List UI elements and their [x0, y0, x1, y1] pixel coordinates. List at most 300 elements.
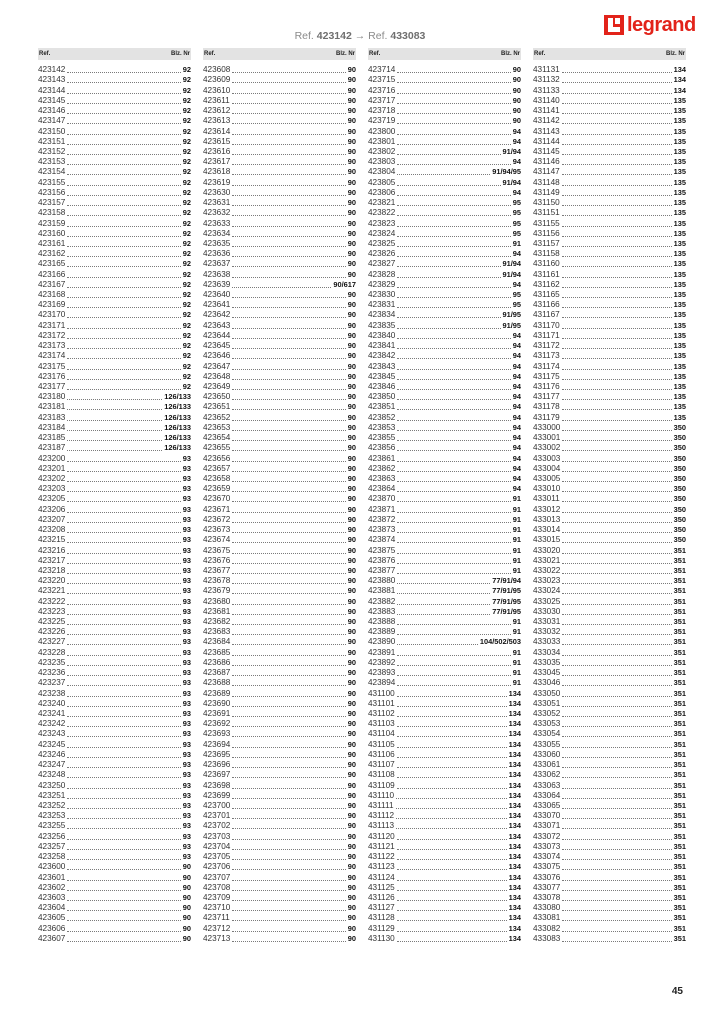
page-reference: 90 — [347, 494, 356, 504]
reference-number: 423718 — [368, 106, 396, 116]
column-header-page: Blz. Nr — [170, 51, 190, 57]
dot-leader — [232, 889, 345, 891]
page-reference: 90 — [347, 351, 356, 361]
index-row — [368, 269, 521, 279]
page-reference: 91 — [512, 514, 521, 524]
reference-number: 423237 — [38, 678, 66, 688]
index-row — [533, 504, 686, 514]
page-reference: 92 — [182, 320, 191, 330]
dot-leader — [232, 194, 345, 196]
dot-leader — [67, 603, 180, 605]
dot-leader — [232, 276, 345, 278]
index-row — [368, 137, 521, 147]
page-reference: 135 — [673, 198, 686, 208]
dot-leader — [397, 746, 507, 748]
dot-leader — [562, 541, 671, 543]
reference-number: 431122 — [368, 852, 395, 862]
dot-leader — [232, 848, 345, 850]
dot-leader — [397, 582, 490, 584]
reference-number: 423611 — [203, 95, 230, 105]
index-row — [533, 678, 686, 688]
page-reference: 351 — [673, 545, 686, 555]
dot-leader — [232, 184, 345, 186]
page-reference: 126/133 — [164, 433, 191, 443]
reference-number: 433020 — [533, 545, 561, 555]
reference-number: 423894 — [368, 678, 396, 688]
dot-leader — [232, 725, 345, 727]
index-row — [38, 453, 191, 463]
dot-leader — [232, 797, 345, 799]
index-row — [368, 791, 521, 801]
page-reference: 351 — [673, 892, 686, 902]
reference-number: 423828 — [368, 269, 396, 279]
page-reference: 351 — [673, 770, 686, 780]
index-row — [533, 423, 686, 433]
page-reference: 90 — [512, 75, 521, 85]
dot-leader — [232, 705, 345, 707]
index-row — [533, 290, 686, 300]
index-row — [533, 300, 686, 310]
dot-leader — [232, 92, 345, 94]
reference-number: 423846 — [368, 382, 396, 391]
index-row — [533, 556, 686, 566]
dot-leader — [232, 490, 345, 492]
index-row — [533, 760, 686, 770]
reference-number: 431145 — [533, 146, 560, 156]
reference-number: 423166 — [38, 269, 66, 279]
reference-number: 423147 — [38, 116, 66, 126]
index-row — [533, 688, 686, 698]
page-reference: 135 — [673, 300, 686, 310]
dot-leader — [232, 408, 345, 410]
index-row — [533, 188, 686, 198]
page-reference: 92 — [182, 330, 191, 340]
reference-number: 423145 — [38, 95, 66, 105]
index-row — [533, 147, 686, 157]
reference-number: 423697 — [203, 770, 231, 780]
dot-leader — [396, 807, 507, 809]
dot-leader — [397, 173, 490, 175]
dot-leader — [232, 776, 345, 778]
index-row — [368, 412, 521, 422]
index-row — [368, 300, 521, 310]
dot-leader — [67, 439, 162, 441]
dot-leader — [397, 490, 510, 492]
reference-number: 433005 — [533, 473, 561, 483]
dot-leader — [562, 582, 671, 584]
index-row — [38, 188, 191, 198]
dot-leader — [67, 909, 180, 911]
dot-leader — [67, 766, 180, 768]
page-reference: 94 — [512, 157, 521, 167]
reference-number: 431162 — [533, 279, 560, 289]
index-row — [203, 198, 356, 208]
dot-leader — [397, 112, 510, 114]
page-reference: 135 — [673, 371, 686, 381]
page-reference: 93 — [182, 555, 191, 565]
index-row — [368, 474, 521, 484]
page-reference: 90 — [347, 617, 356, 627]
dot-leader — [232, 756, 345, 758]
page-reference: 134 — [508, 862, 521, 872]
page-reference: 92 — [182, 310, 191, 320]
index-row — [38, 464, 191, 474]
index-row — [368, 392, 521, 402]
index-row — [38, 637, 191, 647]
index-row — [368, 167, 521, 177]
index-row — [533, 341, 686, 351]
dot-leader — [397, 378, 510, 380]
reference-number: 433082 — [533, 923, 561, 933]
page-reference: 91 — [512, 617, 521, 627]
reference-number: 423173 — [38, 341, 66, 351]
index-row — [38, 525, 191, 535]
index-row — [368, 699, 521, 709]
dot-leader — [397, 838, 507, 840]
index-row — [368, 157, 521, 167]
index-row — [203, 750, 356, 760]
index-row — [38, 310, 191, 320]
reference-number: 433030 — [533, 606, 561, 616]
page-reference: 90 — [347, 116, 356, 126]
reference-number: 423177 — [38, 382, 66, 391]
reference-number: 433010 — [533, 484, 561, 494]
reference-number: 423605 — [38, 913, 66, 923]
reference-number: 423169 — [38, 300, 66, 310]
page-reference: 93 — [182, 637, 191, 647]
dot-leader — [67, 102, 180, 104]
page-reference: 92 — [182, 351, 191, 361]
page-reference: 93 — [182, 749, 191, 759]
dot-leader — [67, 225, 180, 227]
index-row — [368, 525, 521, 535]
reference-number: 423658 — [203, 473, 231, 483]
dot-leader — [232, 531, 345, 533]
index-row — [203, 821, 356, 831]
dot-leader — [67, 81, 180, 83]
page-reference: 351 — [673, 790, 686, 800]
page-reference: 135 — [673, 95, 686, 105]
dot-leader — [397, 909, 507, 911]
reference-number: 431133 — [533, 85, 560, 95]
dot-leader — [397, 388, 510, 390]
page-reference: 93 — [182, 617, 191, 627]
page-reference: 92 — [182, 187, 191, 197]
page-reference: 90 — [347, 310, 356, 320]
page-reference: 91/94/95 — [492, 167, 521, 177]
dot-leader — [562, 163, 672, 165]
dot-leader — [67, 71, 180, 73]
index-row — [38, 259, 191, 269]
page-reference: 351 — [673, 811, 686, 821]
reference-number: 423227 — [38, 637, 66, 647]
reference-number: 423641 — [203, 300, 231, 310]
title-prefix-from: Ref. — [294, 30, 314, 42]
index-row — [203, 372, 356, 382]
dot-leader — [232, 449, 345, 451]
dot-leader — [67, 930, 180, 932]
dot-leader — [67, 756, 180, 758]
index-row — [533, 719, 686, 729]
index-row — [203, 913, 356, 923]
dot-leader — [562, 470, 671, 472]
reference-number: 423200 — [38, 453, 66, 463]
index-row — [368, 811, 521, 821]
page-reference: 92 — [182, 136, 191, 146]
dot-leader — [67, 919, 180, 921]
page-reference: 135 — [673, 341, 686, 351]
reference-number: 423692 — [203, 719, 231, 729]
index-row — [533, 637, 686, 647]
reference-number: 423670 — [203, 494, 231, 504]
dot-leader — [67, 265, 180, 267]
page-reference: 92 — [182, 65, 191, 75]
dot-leader — [562, 265, 672, 267]
dot-leader — [232, 735, 345, 737]
index-row — [203, 269, 356, 279]
index-row — [203, 423, 356, 433]
page-reference: 93 — [182, 473, 191, 483]
index-row — [203, 229, 356, 239]
page-reference: 90 — [347, 892, 356, 902]
column-header — [203, 48, 356, 60]
index-row — [368, 229, 521, 239]
index-row — [203, 688, 356, 698]
index-row — [533, 811, 686, 821]
dot-leader — [562, 92, 672, 94]
dot-leader — [232, 357, 345, 359]
index-row — [368, 504, 521, 514]
reference-number: 423694 — [203, 739, 231, 749]
page-reference: 134 — [508, 913, 521, 923]
index-row — [368, 668, 521, 678]
reference-number: 423893 — [368, 668, 396, 678]
index-row — [368, 341, 521, 351]
reference-number: 423610 — [203, 85, 231, 95]
dot-leader — [397, 143, 510, 145]
index-row — [38, 647, 191, 657]
page-reference: 135 — [673, 157, 686, 167]
page-reference: 350 — [673, 484, 686, 494]
page-reference: 351 — [673, 688, 686, 698]
dot-leader — [67, 214, 180, 216]
reference-number: 423651 — [203, 402, 231, 412]
page-reference: 92 — [182, 300, 191, 310]
reference-number: 423657 — [203, 463, 231, 473]
index-row — [203, 525, 356, 535]
reference-number: 431165 — [533, 290, 560, 300]
index-row — [533, 617, 686, 627]
reference-number: 423853 — [368, 422, 396, 432]
reference-number: 423685 — [203, 647, 231, 657]
index-row — [38, 545, 191, 555]
index-row — [203, 310, 356, 320]
index-row — [368, 842, 521, 852]
dot-leader — [397, 756, 507, 758]
reference-number: 423180 — [38, 392, 66, 402]
index-row — [203, 412, 356, 422]
reference-number: 423185 — [38, 433, 66, 443]
page-reference: 134 — [508, 811, 521, 821]
reference-number: 431130 — [368, 933, 395, 943]
index-row — [533, 893, 686, 903]
reference-number: 423243 — [38, 729, 66, 739]
index-row — [203, 259, 356, 269]
index-row — [533, 392, 686, 402]
reference-number: 423618 — [203, 167, 231, 177]
index-row — [533, 535, 686, 545]
reference-number: 433071 — [533, 821, 561, 831]
reference-number: 423175 — [38, 361, 66, 371]
page-reference: 91 — [512, 627, 521, 637]
index-row — [533, 443, 686, 453]
reference-number: 433032 — [533, 627, 561, 637]
dot-leader — [562, 81, 672, 83]
dot-leader — [397, 572, 510, 574]
reference-number: 423228 — [38, 647, 66, 657]
reference-number: 423675 — [203, 545, 231, 555]
reference-number: 423704 — [203, 841, 231, 851]
reference-number: 423710 — [203, 903, 231, 913]
index-row — [368, 126, 521, 136]
index-row — [368, 402, 521, 412]
page-reference: 77/91/94 — [492, 576, 521, 586]
index-row — [368, 453, 521, 463]
page-reference: 91/94 — [502, 269, 521, 279]
page-reference: 90 — [347, 463, 356, 473]
reference-number: 423172 — [38, 330, 66, 340]
page-reference: 90 — [347, 433, 356, 443]
page-reference: 135 — [673, 412, 686, 422]
page-reference: 90 — [347, 627, 356, 637]
dot-leader — [232, 316, 345, 318]
page-reference: 94 — [512, 187, 521, 197]
index-row — [533, 780, 686, 790]
page-reference: 126/133 — [164, 402, 191, 412]
reference-number: 423842 — [368, 351, 396, 361]
reference-index — [38, 48, 686, 973]
index-row — [533, 259, 686, 269]
index-row — [533, 310, 686, 320]
dot-leader — [562, 480, 671, 482]
dot-leader — [562, 357, 672, 359]
reference-number: 423636 — [203, 249, 231, 259]
dot-leader — [397, 613, 490, 615]
page-reference: 77/91/95 — [492, 606, 521, 616]
index-row — [38, 556, 191, 566]
dot-leader — [67, 368, 180, 370]
index-row — [533, 280, 686, 290]
dot-leader — [397, 316, 500, 318]
dot-leader — [232, 429, 345, 431]
reference-number: 423633 — [203, 218, 231, 228]
page-reference: 90 — [347, 698, 356, 708]
dot-leader — [562, 368, 672, 370]
reference-number: 423683 — [203, 627, 231, 637]
reference-number: 423638 — [203, 269, 231, 279]
reference-number: 423652 — [203, 412, 231, 422]
index-row — [38, 852, 191, 862]
index-row — [203, 218, 356, 228]
dot-leader — [67, 173, 180, 175]
reference-number: 423247 — [38, 760, 66, 770]
index-row — [533, 65, 686, 75]
dot-leader — [562, 664, 671, 666]
index-row — [203, 658, 356, 668]
index-row — [38, 137, 191, 147]
dot-leader — [562, 552, 671, 554]
dot-leader — [67, 643, 180, 645]
reference-number: 423646 — [203, 351, 231, 361]
reference-number: 431160 — [533, 259, 560, 269]
index-row — [38, 791, 191, 801]
dot-leader — [397, 940, 507, 942]
page-reference: 90 — [347, 146, 356, 156]
index-row — [533, 453, 686, 463]
dot-leader — [232, 398, 345, 400]
page-reference: 90 — [347, 218, 356, 228]
reference-number: 423870 — [368, 494, 396, 504]
reference-number: 423674 — [203, 535, 231, 545]
page-reference: 92 — [182, 75, 191, 85]
dot-leader — [67, 316, 180, 318]
page-reference: 135 — [673, 249, 686, 259]
dot-leader — [67, 552, 180, 554]
index-row — [368, 433, 521, 443]
dot-leader — [232, 879, 345, 881]
dot-leader — [397, 235, 510, 237]
page-reference: 90 — [347, 238, 356, 248]
index-row — [533, 647, 686, 657]
index-row — [368, 423, 521, 433]
dot-leader — [562, 562, 671, 564]
dot-leader — [232, 500, 345, 502]
index-row — [368, 862, 521, 872]
index-row — [368, 607, 521, 617]
dot-leader — [562, 756, 671, 758]
reference-number: 423872 — [368, 514, 396, 524]
index-row — [368, 177, 521, 187]
index-row — [533, 658, 686, 668]
index-row — [203, 116, 356, 126]
reference-number: 423215 — [38, 535, 66, 545]
dot-leader — [67, 327, 180, 329]
dot-leader — [232, 684, 345, 686]
dot-leader — [232, 214, 345, 216]
reference-number: 423654 — [203, 433, 231, 443]
page-reference: 92 — [182, 85, 191, 95]
column-header-ref: Ref. — [369, 51, 381, 57]
reference-number: 431157 — [533, 238, 560, 248]
index-row — [203, 474, 356, 484]
reference-number: 423634 — [203, 228, 231, 238]
page-reference: 135 — [673, 310, 686, 320]
index-row — [368, 637, 521, 647]
dot-leader — [562, 838, 671, 840]
reference-column — [203, 48, 356, 973]
reference-number: 423802 — [368, 146, 396, 156]
dot-leader — [397, 429, 510, 431]
reference-column — [368, 48, 521, 973]
index-row — [38, 617, 191, 627]
dot-leader — [67, 204, 180, 206]
index-row — [38, 699, 191, 709]
reference-number: 431102 — [368, 709, 395, 718]
page-reference: 94 — [512, 463, 521, 473]
dot-leader — [67, 521, 180, 523]
reference-number: 433055 — [533, 739, 561, 749]
reference-number: 423238 — [38, 688, 66, 698]
